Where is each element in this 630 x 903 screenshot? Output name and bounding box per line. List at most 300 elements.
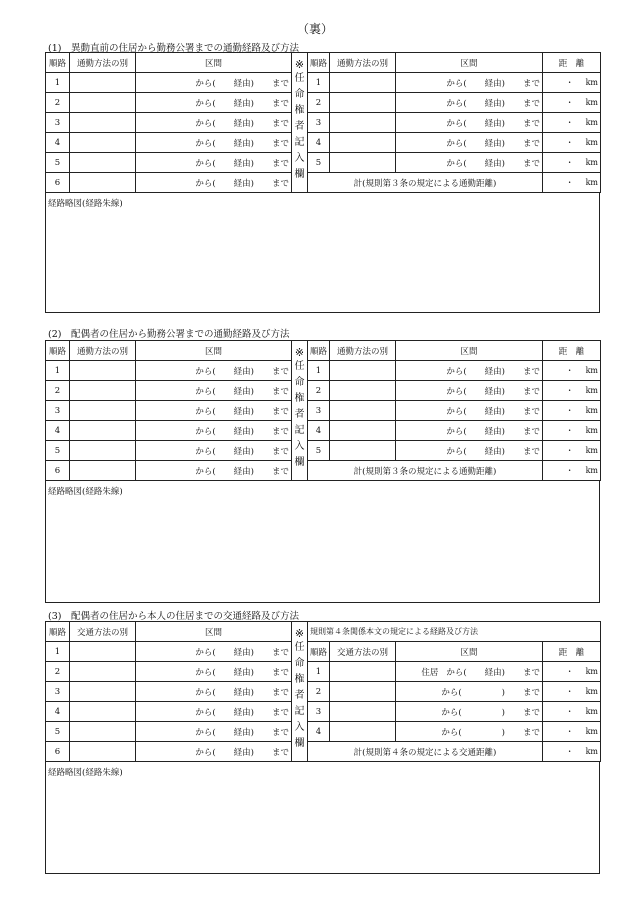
range-to: まで: [271, 647, 289, 658]
distance-input[interactable]: [543, 381, 601, 401]
method-input-right[interactable]: [330, 113, 396, 133]
range-from: から(: [195, 747, 216, 758]
range-input[interactable]: [136, 133, 292, 153]
mark-char: 命: [294, 377, 305, 388]
range-input[interactable]: [136, 173, 292, 193]
range-to: まで: [271, 366, 289, 377]
mark-char: 権: [294, 105, 305, 116]
decimal-dot: ・: [565, 78, 574, 87]
km-unit: km: [585, 158, 598, 167]
section-title: (1) 異動直前の住居から勤務公署までの通勤経路及び方法: [48, 43, 299, 54]
col-method-header: 通勤方法の別: [70, 341, 136, 361]
route-map-label: 経路略図(経路朱線): [48, 768, 123, 778]
page-title: （裏）: [296, 22, 333, 36]
range-from: から(: [446, 78, 467, 89]
mark-char: 権: [294, 674, 305, 685]
range-to: まで: [522, 158, 540, 169]
method-input[interactable]: [70, 361, 136, 381]
range-via: 経由): [233, 78, 254, 89]
range-via: 経由): [233, 98, 254, 109]
route-order-right: 5: [308, 153, 330, 173]
table-row: [46, 153, 601, 173]
range-from: から(: [446, 386, 467, 397]
range-to: まで: [522, 78, 540, 89]
range-from: から(: [195, 446, 216, 457]
range-to: まで: [271, 727, 289, 738]
range-via: 経由): [233, 118, 254, 129]
mark-char: 任: [294, 642, 305, 653]
route-order-right: 3: [308, 702, 330, 722]
km-unit: km: [585, 707, 598, 716]
decimal-dot: ・: [565, 747, 574, 756]
range-via: 経由): [233, 667, 254, 678]
col-range-header: 区間: [136, 622, 292, 642]
method-input-right[interactable]: [330, 401, 396, 421]
method-input-right[interactable]: [330, 702, 396, 722]
method-input[interactable]: [70, 381, 136, 401]
mark-char: 任: [294, 361, 305, 372]
table-row: [46, 461, 601, 481]
km-unit: km: [585, 178, 598, 187]
range-via: 経由): [484, 138, 505, 149]
range-input-right[interactable]: [396, 381, 543, 401]
km-unit: km: [585, 426, 598, 435]
distance-input[interactable]: [543, 421, 601, 441]
route-table: [45, 52, 601, 193]
total-distance-label: 計(規則第４条の規定による交通距離): [308, 742, 543, 762]
range-via: 経由): [484, 426, 505, 437]
col-distance-header: 距 離: [543, 53, 601, 73]
range-via: 経由): [233, 178, 254, 189]
method-input[interactable]: [70, 682, 136, 702]
km-unit: km: [585, 446, 598, 455]
range-input[interactable]: [136, 461, 292, 481]
range-input-right[interactable]: [396, 361, 543, 381]
range-via: 経由): [484, 446, 505, 457]
col-distance-header: 距 離: [543, 341, 601, 361]
range-via: 経由): [484, 366, 505, 377]
range-from: から(: [441, 727, 462, 738]
table-row: [46, 722, 601, 742]
route-order-right: 2: [308, 381, 330, 401]
decimal-dot: ・: [565, 446, 574, 455]
method-input[interactable]: [70, 401, 136, 421]
table-row: [46, 441, 601, 461]
range-input[interactable]: [136, 642, 292, 662]
mark-char: ※: [294, 627, 305, 640]
km-unit: km: [585, 667, 598, 676]
range-via: 経由): [484, 386, 505, 397]
decimal-dot: ・: [565, 466, 574, 475]
distance-input[interactable]: [543, 153, 601, 173]
table-row: [46, 73, 601, 93]
route-order-right: 4: [308, 133, 330, 153]
range-to: まで: [271, 138, 289, 149]
range-to: まで: [522, 727, 540, 738]
range-to: まで: [522, 386, 540, 397]
range-to: まで: [271, 446, 289, 457]
route-table: [45, 621, 601, 762]
range-to: まで: [271, 406, 289, 417]
range-to: まで: [271, 98, 289, 109]
range-from: から(: [446, 138, 467, 149]
header-row: [46, 53, 601, 73]
decimal-dot: ・: [565, 727, 574, 736]
range-input-right[interactable]: [396, 722, 543, 742]
decimal-dot: ・: [565, 707, 574, 716]
range-to: まで: [271, 667, 289, 678]
table-row: [46, 401, 601, 421]
range-close: ): [501, 727, 505, 738]
range-from: から(: [446, 426, 467, 437]
method-input-right[interactable]: [330, 361, 396, 381]
route-map-label: 経路略図(経路朱線): [48, 487, 123, 497]
col-range-header-right: 区間: [396, 341, 543, 361]
mark-char: 入: [294, 441, 305, 452]
table-row: [46, 173, 601, 193]
range-from: から(: [195, 78, 216, 89]
decimal-dot: ・: [565, 158, 574, 167]
range-via: 経由): [484, 98, 505, 109]
range-from: から(: [195, 687, 216, 698]
table-row: [46, 682, 601, 702]
range-from: から(: [441, 687, 462, 698]
col-order-header: 順路: [46, 53, 70, 73]
range-via: 経由): [233, 747, 254, 758]
range-input-right[interactable]: [396, 421, 543, 441]
range-close: ): [501, 707, 505, 718]
total-distance-input[interactable]: [543, 173, 601, 193]
method-input-right[interactable]: [330, 153, 396, 173]
range-via: 経由): [484, 667, 505, 678]
mark-char: ※: [294, 58, 305, 71]
range-from: から(: [195, 426, 216, 437]
range-from: から(: [195, 366, 216, 377]
range-from: から(: [446, 446, 467, 457]
section-title: (2) 配偶者の住居から勤務公署までの通勤経路及び方法: [48, 329, 290, 340]
decimal-dot: ・: [565, 386, 574, 395]
range-from: から(: [195, 158, 216, 169]
col-order-header: 順路: [46, 622, 70, 642]
route-order: 5: [46, 441, 70, 461]
header-row: [46, 341, 601, 361]
range-input[interactable]: [136, 153, 292, 173]
method-input[interactable]: [70, 461, 136, 481]
range-to: まで: [522, 118, 540, 129]
range-via: 経由): [233, 687, 254, 698]
range-from: から(: [446, 667, 467, 678]
decimal-dot: ・: [565, 178, 574, 187]
method-input[interactable]: [70, 662, 136, 682]
method-input[interactable]: [70, 722, 136, 742]
range-input[interactable]: [136, 662, 292, 682]
col-order-header-right: 順路: [308, 341, 330, 361]
mark-char: 記: [294, 706, 305, 717]
range-input[interactable]: [136, 742, 292, 762]
total-distance-label: 計(規則第３条の規定による通勤距離): [308, 461, 543, 481]
mark-char: 欄: [294, 738, 305, 749]
range-to: まで: [271, 466, 289, 477]
col-range-header-right: 区間: [396, 53, 543, 73]
section-3: [45, 621, 600, 874]
route-order-right: 4: [308, 722, 330, 742]
range-input[interactable]: [136, 73, 292, 93]
range-input[interactable]: [136, 441, 292, 461]
route-order-right: 1: [308, 361, 330, 381]
range-to: まで: [271, 707, 289, 718]
range-via: 経由): [484, 158, 505, 169]
mark-char: 欄: [294, 169, 305, 180]
route-map-area[interactable]: [45, 762, 600, 874]
decimal-dot: ・: [565, 138, 574, 147]
range-via: 経由): [233, 466, 254, 477]
km-unit: km: [585, 747, 598, 756]
range-input-right[interactable]: [396, 73, 543, 93]
mark-char: ※: [294, 346, 305, 359]
range-via: 経由): [484, 118, 505, 129]
range-input[interactable]: [136, 361, 292, 381]
range-to: まで: [522, 687, 540, 698]
range-input[interactable]: [136, 682, 292, 702]
km-unit: km: [585, 98, 598, 107]
col-method-header-right: 交通方法の別: [330, 642, 396, 662]
route-order: 1: [46, 642, 70, 662]
route-order-right: 2: [308, 682, 330, 702]
method-input-right[interactable]: [330, 381, 396, 401]
method-input-right[interactable]: [330, 133, 396, 153]
range-to: まで: [271, 687, 289, 698]
route-map-area[interactable]: [45, 193, 600, 313]
range-close: ): [501, 687, 505, 698]
distance-input[interactable]: [543, 401, 601, 421]
route-order-right: 1: [308, 73, 330, 93]
col-method-header: 通勤方法の別: [70, 53, 136, 73]
method-input[interactable]: [70, 702, 136, 722]
mark-char: 任: [294, 73, 305, 84]
method-input[interactable]: [70, 173, 136, 193]
km-unit: km: [585, 687, 598, 696]
range-input-right[interactable]: [396, 401, 543, 421]
route-map-label: 経路略図(経路朱線): [48, 199, 123, 209]
table-row: [46, 702, 601, 722]
route-order: 2: [46, 93, 70, 113]
range-from: から(: [195, 667, 216, 678]
mark-char: 記: [294, 137, 305, 148]
km-unit: km: [585, 727, 598, 736]
range-from: から(: [195, 98, 216, 109]
range-to: まで: [271, 118, 289, 129]
km-unit: km: [585, 406, 598, 415]
range-input-right[interactable]: [396, 113, 543, 133]
range-via: 経由): [233, 366, 254, 377]
distance-input[interactable]: [543, 722, 601, 742]
range-input[interactable]: [136, 381, 292, 401]
distance-input[interactable]: [543, 361, 601, 381]
route-order: 6: [46, 173, 70, 193]
route-order: 2: [46, 662, 70, 682]
method-input[interactable]: [70, 742, 136, 762]
range-input-right[interactable]: [396, 133, 543, 153]
route-order-right: 2: [308, 93, 330, 113]
range-via: 経由): [233, 426, 254, 437]
method-input-right[interactable]: [330, 441, 396, 461]
total-distance-input[interactable]: [543, 461, 601, 481]
range-via: 経由): [233, 406, 254, 417]
route-order: 3: [46, 682, 70, 702]
range-via: 経由): [233, 727, 254, 738]
range-to: まで: [271, 426, 289, 437]
range-from: から(: [446, 406, 467, 417]
range-from: から(: [446, 98, 467, 109]
col-distance-header: 距 離: [543, 642, 601, 662]
method-input-right[interactable]: [330, 73, 396, 93]
range-via: 経由): [233, 647, 254, 658]
method-input[interactable]: [70, 113, 136, 133]
method-input-right[interactable]: [330, 421, 396, 441]
range-input[interactable]: [136, 401, 292, 421]
distance-input[interactable]: [543, 113, 601, 133]
route-order: 1: [46, 361, 70, 381]
km-unit: km: [585, 466, 598, 475]
method-input-right[interactable]: [330, 722, 396, 742]
method-input-right[interactable]: [330, 662, 396, 682]
appointer-entry-mark: [292, 622, 308, 762]
range-input[interactable]: [136, 113, 292, 133]
route-order: 3: [46, 113, 70, 133]
route-order: 6: [46, 742, 70, 762]
range-from: から(: [195, 118, 216, 129]
distance-input[interactable]: [543, 93, 601, 113]
method-input[interactable]: [70, 421, 136, 441]
section-2: [45, 340, 600, 603]
method-input[interactable]: [70, 93, 136, 113]
rule-note: 規則第４条関係本文の規定による経路及び方法: [308, 622, 601, 642]
decimal-dot: ・: [565, 118, 574, 127]
table-row: [46, 381, 601, 401]
method-input[interactable]: [70, 133, 136, 153]
route-order-right: 5: [308, 441, 330, 461]
table-row: [46, 93, 601, 113]
range-to: まで: [522, 707, 540, 718]
range-input[interactable]: [136, 93, 292, 113]
decimal-dot: ・: [565, 426, 574, 435]
distance-input[interactable]: [543, 441, 601, 461]
range-input[interactable]: [136, 421, 292, 441]
range-input[interactable]: [136, 722, 292, 742]
range-from: から(: [195, 386, 216, 397]
range-input[interactable]: [136, 702, 292, 722]
distance-input[interactable]: [543, 682, 601, 702]
method-input[interactable]: [70, 153, 136, 173]
range-from: から(: [441, 707, 462, 718]
mark-char: 命: [294, 89, 305, 100]
col-method-header-right: 通勤方法の別: [330, 341, 396, 361]
range-input-right[interactable]: [396, 682, 543, 702]
col-method-header-right: 通勤方法の別: [330, 53, 396, 73]
table-row: [46, 133, 601, 153]
range-via: 経由): [233, 386, 254, 397]
range-from: から(: [446, 118, 467, 129]
range-input-right[interactable]: [396, 93, 543, 113]
col-order-header: 順路: [46, 341, 70, 361]
col-range-header: 区間: [136, 341, 292, 361]
appointer-entry-mark: [292, 341, 308, 481]
range-to: まで: [522, 446, 540, 457]
section-1: [45, 52, 600, 313]
range-input-right[interactable]: [396, 702, 543, 722]
range-via: 経由): [233, 707, 254, 718]
table-row: [46, 113, 601, 133]
range-via: 経由): [233, 446, 254, 457]
distance-input[interactable]: [543, 702, 601, 722]
header-row: [46, 622, 601, 642]
range-to: まで: [271, 178, 289, 189]
range-to: まで: [522, 366, 540, 377]
route-table: [45, 340, 601, 481]
range-to: まで: [271, 747, 289, 758]
total-distance-input[interactable]: [543, 742, 601, 762]
distance-input[interactable]: [543, 133, 601, 153]
route-order: 2: [46, 381, 70, 401]
range-input-right[interactable]: [396, 153, 543, 173]
decimal-dot: ・: [565, 667, 574, 676]
km-unit: km: [585, 138, 598, 147]
distance-input[interactable]: [543, 73, 601, 93]
mark-char: 権: [294, 393, 305, 404]
method-input[interactable]: [70, 642, 136, 662]
range-via: 経由): [233, 158, 254, 169]
range-from: から(: [446, 158, 467, 169]
method-input[interactable]: [70, 441, 136, 461]
range-to: まで: [522, 667, 540, 678]
method-input[interactable]: [70, 73, 136, 93]
route-order: 6: [46, 461, 70, 481]
route-order: 3: [46, 401, 70, 421]
km-unit: km: [585, 366, 598, 375]
range-from: から(: [195, 727, 216, 738]
route-order: 4: [46, 133, 70, 153]
mark-char: 者: [294, 690, 305, 701]
method-input-right[interactable]: [330, 93, 396, 113]
range-input-right[interactable]: [396, 441, 543, 461]
range-from: から(: [195, 707, 216, 718]
route-order-right: 3: [308, 113, 330, 133]
range-input-right[interactable]: [396, 662, 543, 682]
range-from: から(: [195, 406, 216, 417]
range-via: 経由): [233, 138, 254, 149]
decimal-dot: ・: [565, 406, 574, 415]
decimal-dot: ・: [565, 366, 574, 375]
range-to: まで: [522, 98, 540, 109]
range-from: から(: [195, 647, 216, 658]
route-order-right: 3: [308, 401, 330, 421]
table-row: [46, 642, 601, 662]
mark-char: 記: [294, 425, 305, 436]
col-order-header-right: 順路: [308, 642, 330, 662]
section-title: (3) 配偶者の住居から本人の住居までの交通経路及び方法: [48, 611, 299, 622]
route-order-right: 1: [308, 662, 330, 682]
range-via: 経由): [484, 406, 505, 417]
route-map-area[interactable]: [45, 481, 600, 603]
method-input-right[interactable]: [330, 682, 396, 702]
table-row: [46, 742, 601, 762]
route-order: 5: [46, 153, 70, 173]
col-method-header: 交通方法の別: [70, 622, 136, 642]
range-from: から(: [195, 466, 216, 477]
range-to: まで: [271, 158, 289, 169]
distance-input[interactable]: [543, 662, 601, 682]
table-row: [46, 361, 601, 381]
